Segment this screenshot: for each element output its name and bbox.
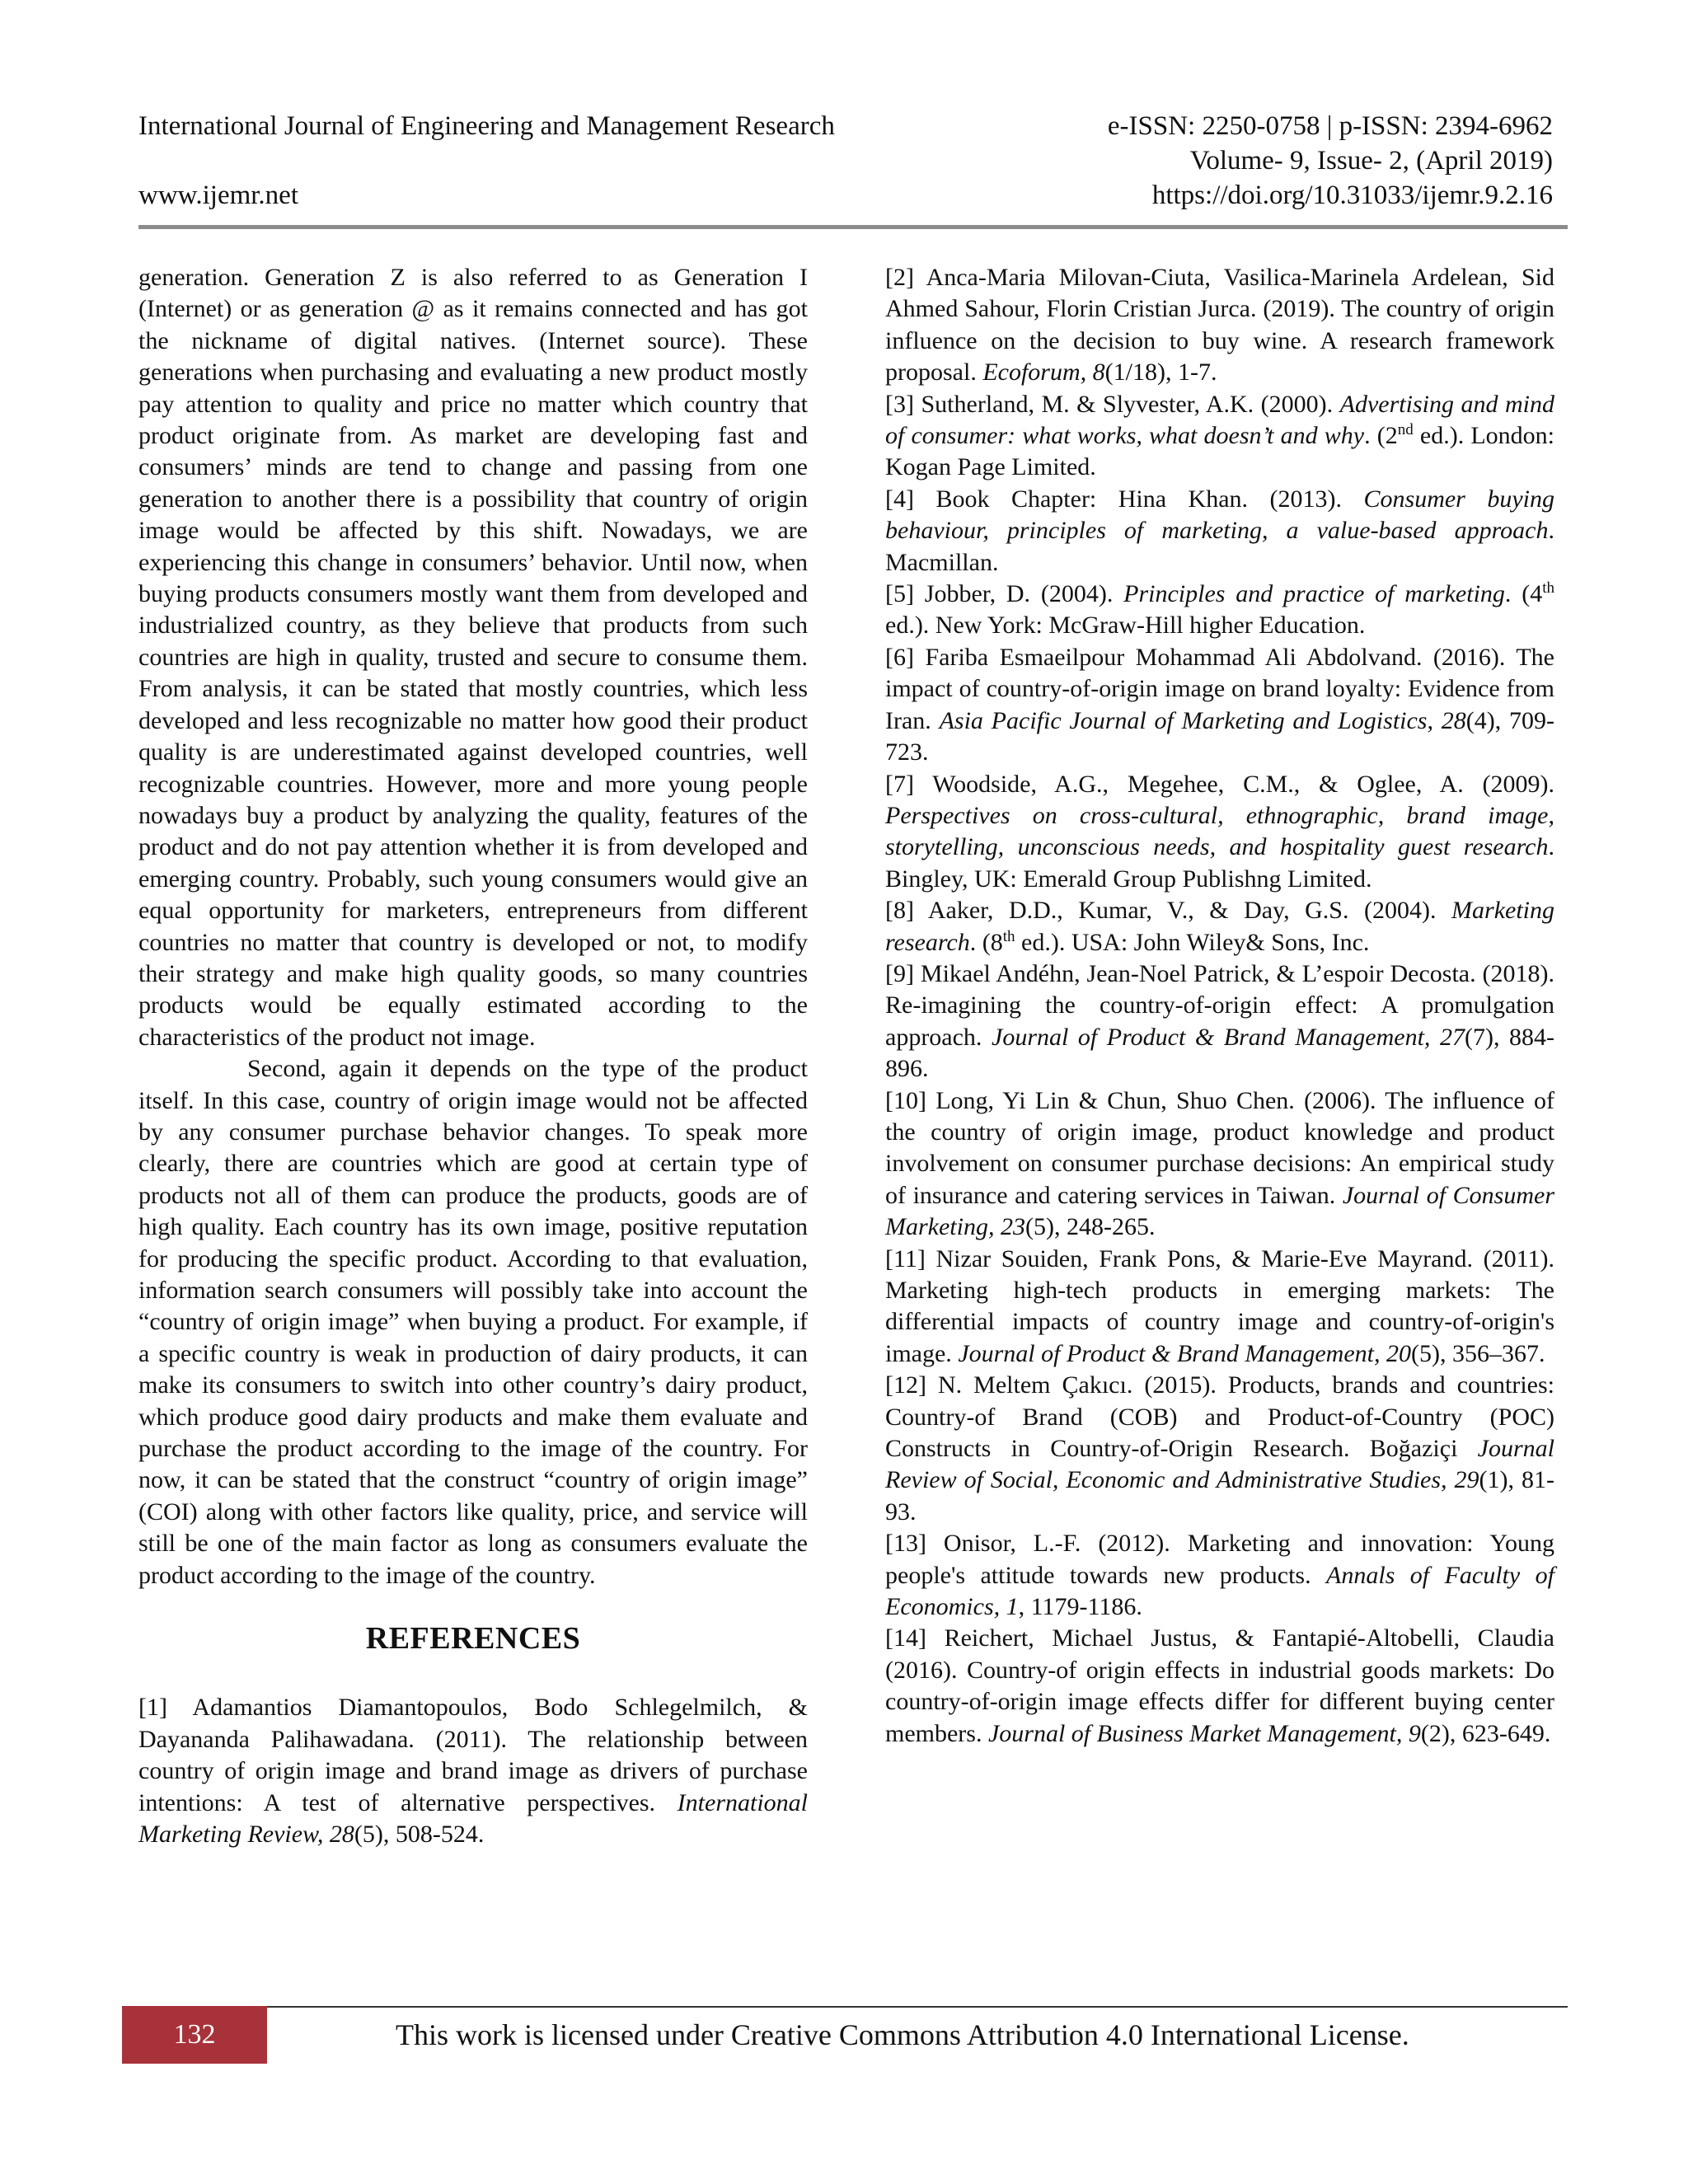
reference-11: [11] Nizar Souiden, Frank Pons, & Marie-Eve Mayrand. (2011). Marketing high-tech products in emerging markets: The differential impacts of country image and country-of-origin's image. Journal of Product & Brand Management, 20(5), 356–367.: [885, 1244, 1554, 1367]
volume-issue: Volume- 9, Issue- 2, (April 2019): [1189, 146, 1553, 176]
reference-7: [7] Woodside, A.G., Megehee, C.M., & Oglee, A. (2009). Perspectives on cross-cultural, ethnographic, brand image, storytelling, unconscious needs, and hospitality guest research. Bingley, UK: Emerald Group Publishng Limited.: [885, 770, 1554, 893]
website-link[interactable]: www.ijemr.net: [138, 180, 298, 210]
issn: e-ISSN: 2250-0758 | p-ISSN: 2394-6962: [1107, 111, 1553, 141]
reference-5: [5] Jobber, D. (2004). Principles and practice of marketing. (4th ed.). New York: McGraw-Hill higher Education.: [885, 579, 1554, 640]
body-paragraph-1: generation. Generation Z is also referred to as Generation I (Internet) or as generation @ as it remains connected and has got the nickname of digital natives. (Internet source). These generations when purchasing and evaluating a new product mostly pay attention to quality and price no matter which country that product originate from. As market are developing fast and consumers’ minds are tend to change and passing from one generation to another there is a possibility that country of origin image would be affected by this shift. Nowadays, we are experiencing this change in consumers’ behavior. Until now, when buying products consumers mostly want them from developed and industrialized country, as they believe that products from such countries are high in quality, trusted and secure to consume them. From analysis, it can be stated that mostly countries, which less developed and less recognizable no matter how good their product quality is are underestimated against developed countries, well recognizable countries. However, more and more young people nowadays buy a product by analyzing the quality, features of the product and do not pay attention whether it is from developed and emerging country. Probably, such young consumers would give an equal opportunity for marketers, entrepreneurs from different countries no matter that country is developed or not, to modify their strategy and make high quality goods, so many countries products would be equally estimated according to the characteristics of the product not image.: [138, 264, 808, 1051]
reference-12: [12] N. Meltem Çakıcı. (2015). Products, brands and countries: Country-of Brand (COB) and Product-of-Country (POC) Constructs in Country-of-Origin Research. Boğaziçi Journal Review of Social, Economic and Administrative Studies, 29(1), 81-93.: [885, 1371, 1554, 1526]
footer-rule: [122, 2006, 1568, 2008]
reference-3: [3] Sutherland, M. & Slyvester, A.K. (2000). Advertising and mind of consumer: what works, what doesn’t and why. (2nd ed.). London: Kogan Page Limited.: [885, 390, 1555, 481]
doi-link[interactable]: https://doi.org/10.31033/ijemr.9.2.16: [1151, 180, 1553, 210]
reference-6: [6] Fariba Esmaeilpour Mohammad Ali Abdolvand. (2016). The impact of country-of-origin image on brand loyalty: Evidence from Iran. Asia Pacific Journal of Marketing and Logistics, 28(4), 709-723.: [885, 643, 1555, 766]
right-column: [885, 262, 1554, 1750]
reference-4: [4] Book Chapter: Hina Khan. (2013). Consumer buying behaviour, principles of marketing, a value-based approach. Macmillan.: [885, 485, 1554, 576]
references-heading: REFERENCES: [365, 1621, 581, 1657]
reference-9: [9] Mikael Andéhn, Jean-Noel Patrick, & L’espoir Decosta. (2018). Re-imagining the country-of-origin effect: A promulgation approach. Journal of Product & Brand Management, 27(7), 884-896.: [885, 959, 1555, 1083]
reference-1: [1] Adamantios Diamantopoulos, Bodo Schlegelmilch, & Dayananda Palihawadana. (2011). The relationship between country of origin image and brand image as drivers of purchase intentions: A test of alternative perspectives. International Marketing Review, 28(5), 508-524.: [138, 1694, 808, 1849]
reference-2: [2] Anca-Maria Milovan-Ciuta, Vasilica-Marinela Ardelean, Sid Ahmed Sahour, Florin Cristian Jurca. (2019). The country of origin influence on the decision to buy wine. A research framework proposal. Ecoforum, 8(1/18), 1-7.: [885, 264, 1554, 387]
reference-10: [10] Long, Yi Lin & Chun, Shuo Chen. (2006). The influence of the country of origin image, product knowledge and product involvement on consumer purchase decisions: An empirical study of insurance and catering services in Taiwan. Journal of Consumer Marketing, 23(5), 248-265.: [885, 1086, 1555, 1241]
reference-14: [14] Reichert, Michael Justus, & Fantapié-Altobelli, Claudia (2016). Country-of origin effects in industrial goods markets: Do country-of-origin image effects differ for different buying center members. Journal of Business Market Management, 9(2), 623-649.: [885, 1624, 1554, 1747]
header-rule: [138, 225, 1568, 229]
reference-8: [8] Aaker, D.D., Kumar, V., & Day, G.S. (2004). Marketing research. (8th ed.). USA: John Wiley& Sons, Inc.: [885, 897, 1554, 956]
page-number: 132: [122, 2006, 267, 2064]
journal-title: International Journal of Engineering and Management Research: [138, 111, 835, 141]
body-paragraph-2: Second, again it depends on the type of the product itself. In this case, country of origin image would not be affected by any consumer purchase behavior changes. To speak more clearly, there are countries which are good at certain type of products not all of them can produce the products, goods are of high quality. Each country has its own image, positive reputation for producing the specific product. According to that evaluation, information search consumers will possibly take into account the “country of origin image” when buying a product. For example, if a specific country is weak in production of dairy products, it can make its consumers to switch into other country’s dairy product, which produce good dairy products and make them evaluate and purchase the product according to the image of the country. For now, it can be stated that the construct “country of origin image” (COI) along with other factors like quality, price, and service will still be one of the main factor as long as consumers evaluate the product according to the image of the country.: [138, 1055, 808, 1589]
license-text: This work is licensed under Creative Commons Attribution 4.0 International License.: [396, 2018, 1409, 2051]
left-column: [138, 262, 808, 1851]
reference-13: [13] Onisor, L.-F. (2012). Marketing and innovation: Young people's attitude towards new products. Annals of Faculty of Economics, 1, 1179-1186.: [885, 1530, 1554, 1621]
